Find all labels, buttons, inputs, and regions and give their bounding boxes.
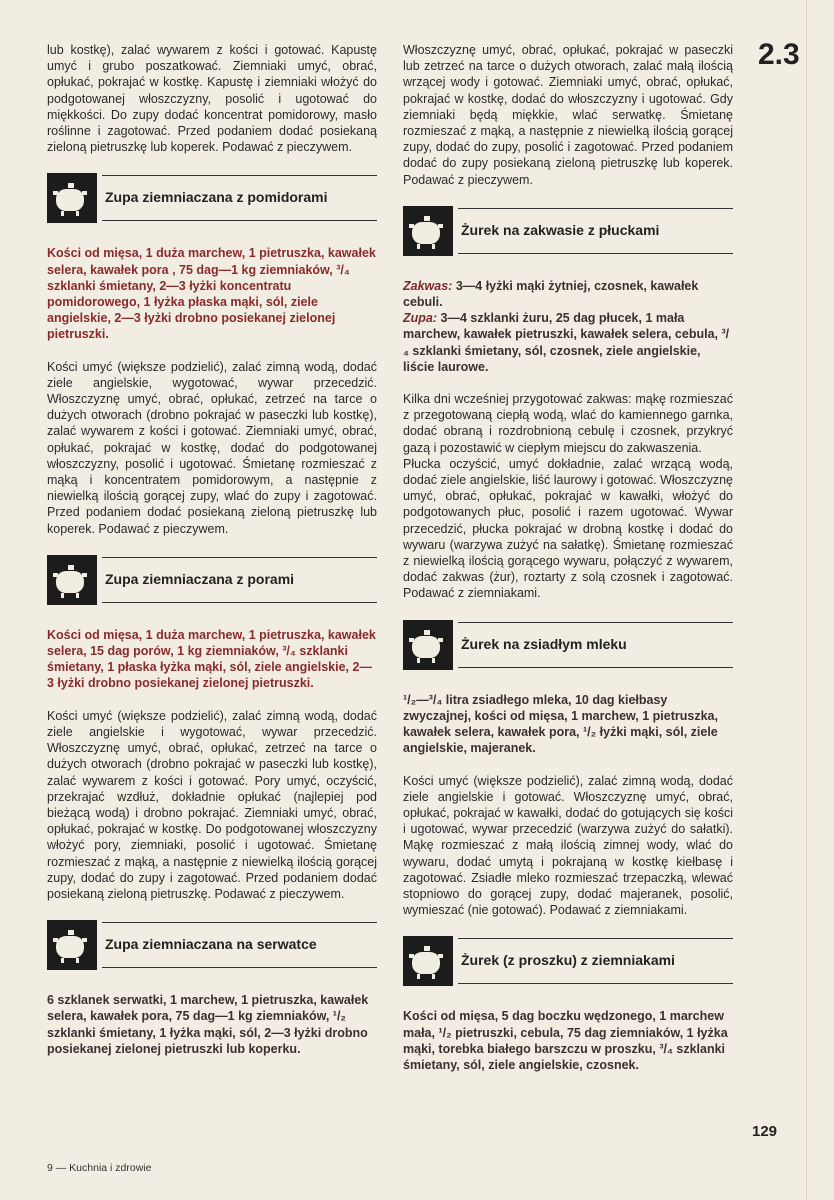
recipe-ingredients: Kości od mięsa, 1 duża marchew, 1 pietruszka, kawałek selera, kawałek pora , 75 dag—1 kg ziemniaków, ³/₄ szklanki śmietany, 2—3 łyżki koncentratu pomidorowego, 1 łyżka płaska mąki, sól, ziele angielskie, 2—3 łyżki drobno posiekanej zielonej pietruszki. [47,246,376,342]
page-edge [806,0,807,1200]
recipe-method: Płucka oczyścić, umyć dokładnie, zalać wrzącą wodą, dodać ziele angielskie, liść laurowy i gotować. Włoszczyznę umyć, obrać, opłukać, pokrajać w kawałki, włożyć do podgotowanych płuc, posolić i razem ugotować. Wywar przecedzić, płucka pokrajać w drobną kostkę i dodać do wywaru (warzywa zużyć na sałatkę). Śmietanę rozmieszać z niewielką ilością gorącego wywaru, połączyć z wywarem, dodać zakwas (żur), roztarty z solą czosnek i zagotować. Podawać z ziemniakami. [403,456,734,601]
recipe-ingredients-zupa: Zupa: 3—4 szklanki żuru, 25 dag płucek, 1 mała marchew, kawałek pietruszki, kawałek selera, cebula, ³/₄ szklanki śmietany, sól, czosnek, ziele angielskie, liście laurowe. [403,311,730,374]
recipe-method: Kości umyć (większe podzielić), zalać zimną wodą, dodać ziele angielskie i wygotować, wywar przecedzić. Włoszczyznę umyć, obrać, opłukać, zetrzeć na tarce o dużych otworach (drobno pokrajać w paseczki lub kostkę), zalać wywarem z kości i gotować. Pory umyć, oczyścić, przekrajać wzdłuż, dokładnie opłukać (najlepiej pod bieżącą wodą) i drobno pokrajać. Ziemniaki umyć, obrać, opłukać, pokrajać w kostkę. Do podgotowanej włoszczyzny włożyć pory, ziemniaki, posolić i ugotować. Śmietanę rozmieszać z mąką, a następnie z niewielką ilością gorącej zupy, dodać do zupy i zagotować. Przed podaniem dodać posiekaną zieloną pietruszkę. Podawać z pieczywem. [47,708,377,901]
continued-text: lub kostkę), zalać wywarem z kości i gotować. Kapustę umyć i grubo poszatkować. Ziemniaki umyć, obrać, opłukać, pokrajać w kostkę. Kapustę i ziemniaki włożyć do podgotowanej włoszczyzny, posolić i ugotować do miękkości. Do zupy dodać koncentrat pomidorowy, masło roślinne i zagotować. Przed podaniem dodać posiekaną zieloną pietruszkę lub koperek. Podawać z pieczywem. [47,43,377,155]
recipe-header [403,202,733,260]
recipe-header [403,932,733,990]
recipe-title: Zupa ziemniaczana z porami [105,570,295,587]
recipe-ingredients: ¹/₂—³/₄ litra zsiadłego mleka, 10 dag kiełbasy zwyczajnej, kości od mięsa, 1 marchew, 1 pietruszka, kawałek selera, kawałek pora, ¹/₂ łyżki mąki, sól, ziele angielskie, majeranek. [403,692,718,756]
recipe-method: Kości umyć (większe podzielić), zalać zimną wodą, dodać ziele angielskie, wygotować, wywar przecedzić. Włoszczyznę umyć, obrać, opłukać, zetrzeć na tarce o dużych otworach (drobno pokrajać w paseczki lub kostkę), zalać wywarem z kości i gotować. Ziemniaki umyć, obrać, opłukać, pokrajać w kostkę, dodać do podgotowanej włoszczyzny, posolić i ugotować. Śmietanę rozmieszać z mąką i koncentratem pomidorowym, a następnie z niewielką ilością gorącej zupy, wlać do zupy i zagotować. Przed podaniem dodać posiekaną zieloną pietruszkę lub koperek. Podawać z pieczywem. [47,359,377,536]
pot-icon [47,555,97,605]
pot-icon [47,920,97,970]
right-column [403,42,733,1073]
pot-icon [403,936,453,986]
page-number: 129 [752,1123,778,1140]
recipe-ingredients-zakwas: Zakwas: 3—4 łyżki mąki żytniej, czosnek, kawałek cebuli. [403,278,699,310]
left-column [47,42,377,1057]
footer-text: 9 — Kuchnia i zdrowie [47,1162,152,1174]
recipe-title: Zupa ziemniaczana na serwatce [105,936,317,953]
recipe-ingredients: Kości od mięsa, 5 dag boczku wędzonego, 1 marchew mała, ¹/₂ pietruszki, cebula, 75 dag ziemniaków, 1 łyżka mąki, torebka białego barszczu w proszku, ³/₄ szklanki śmietany, sól, ziele angielskie, czosnek. [403,1009,728,1072]
recipe-header [47,916,377,974]
recipe-header [47,551,377,609]
recipe-method: Kości umyć (większe podzielić), zalać zimną wodą, dodać ziele angielskie i gotować. Włoszczyznę umyć, obrać, opłukać, pokrajać w kawałki, dodać do gotujących się kości i ugotować, wywar przecedzić (warzywa zużyć do sałatki). Mąkę rozmieszać z małą ilością zimnej wody, wlać do wywaru, dodać umytą i pokrajaną w kostkę kiełbasę i zagotować. Zsiadłe mleko rozmieszać trzepaczką, wlewać stopniowo do gorącej zupy, dodać majeranek, posolić, wymieszać (nie gotować). Podawać z ziemniakami. [403,773,733,918]
recipe-title: Żurek na zakwasie z płuckami [461,221,660,238]
recipe-ingredients: Kości od mięsa, 1 duża marchew, 1 pietruszka, kawałek selera, 15 dag porów, 1 kg ziemniaków, ³/₄ szklanki śmietany, 1 płaska łyżka mąki, sól, ziele angielskie, 2—3 łyżki drobno posiekanej zielonej pietruszki. [47,627,376,691]
recipe-header [403,616,733,674]
recipe-ingredients: 6 szklanek serwatki, 1 marchew, 1 pietruszka, kawałek selera, kawałek pora, 75 dag—1 kg ziemniaków, ¹/₂ szklanki śmietany, 1 łyżka mąki, sól, 2—3 łyżki drobno posiekanej zielonej pietruszki lub koperku. [47,993,369,1056]
section-number: 2.3 [758,38,800,71]
recipe-header [47,169,377,227]
recipe-title: Zupa ziemniaczana z pomidorami [105,189,328,206]
recipe-title: Żurek na zsiadłym mleku [461,635,627,652]
continued-text: Włoszczyznę umyć, obrać, opłukać, pokrajać w paseczki lub zetrzeć na tarce o dużych otworach, zalać małą ilością wrzącej wody i gotować. Ziemniaki umyć, obrać, opłukać, pokrajać w kostkę, dodać do włoszczyzny i ugotować. Gdy ziemniaki będą miękkie, wlać serwatkę. Śmietanę rozmieszać z mąką, a następnie z niewielką ilością gorącej zupy, dodać do zupy, posolić i zagotować. Przed podaniem dodać do zupy posiekaną zieloną pietruszkę lub koperek. Podawać z pieczywem. [403,43,733,187]
recipe-method: Kilka dni wcześniej przygotować zakwas: mąkę rozmieszać z przegotowaną ciepłą wodą, wlać do kamiennego garnka, dodać obraną i rozdrobnioną cebulę i czosnek, przykryć gazą i pozostawić w ciepłym miejscu do zakwaszenia. [403,392,733,455]
pot-icon [403,206,453,256]
pot-icon [403,620,453,670]
pot-icon [47,173,97,223]
recipe-title: Żurek (z proszku) z ziemniakami [461,952,675,969]
